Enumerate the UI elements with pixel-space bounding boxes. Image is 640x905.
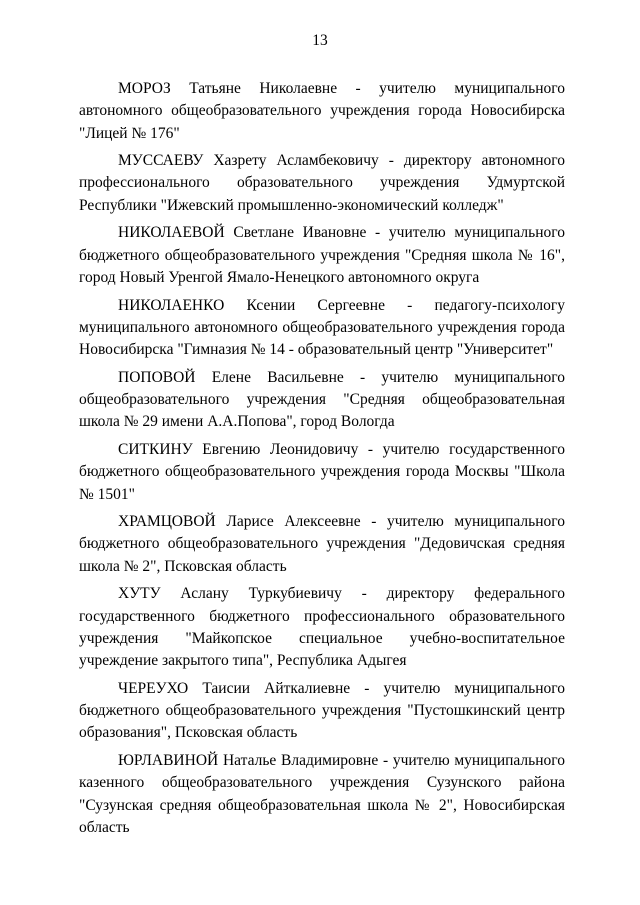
list-item (79, 750, 565, 839)
person-surname: МОРОЗ (118, 80, 171, 97)
person-surname: НИКОЛАЕНКО (118, 296, 225, 314)
person-surname: ЮРЛАВИНОЙ (118, 751, 219, 769)
list-item (79, 78, 565, 145)
person-details: Аслану Туркубиевичу - директору федерального государственного бюджетного профессионального образовательного учреждения "Майкопское специальное учебно-воспитательное учреждение закрытого типа", Республика Адыгея (79, 585, 565, 670)
person-surname: МУССАЕВУ (118, 152, 204, 170)
person-surname: ХУТУ (118, 585, 161, 603)
person-surname: СИТКИНУ (118, 440, 193, 458)
person-details: Таисии Айткалиевне - учителю муниципального бюджетного общеобразовательного учреждения "Пустошкинский центр образования", Псковская область (79, 679, 565, 742)
list-item (79, 367, 565, 434)
person-details: Светлане Ивановне - учителю муниципального бюджетного общеобразовательного учреждения "Средняя школа № 16", город Новый Уренгой Ямало-Ненецкого автономного округа (79, 224, 565, 286)
person-surname: НИКОЛАЕВОЙ (118, 224, 225, 242)
person-details: Ларисе Алексеевне - учителю муниципального бюджетного общеобразовательного учреждения "Дедовичская средняя школа № 2", Псковская область (79, 513, 565, 575)
person-details: Ксении Сергеевне - педагогу-психологу муниципального автономного общеобразовательного учреждения города Новосибирска "Гимназия № 14 - образовательный центр "Университет" (79, 296, 565, 359)
award-list (79, 78, 565, 839)
person-details: Татьяне Николаевне - учителю муниципального автономного общеобразовательного учреждения города Новосибирска "Лицей № 176" (79, 80, 565, 142)
list-item (79, 583, 565, 672)
list-item (79, 511, 565, 578)
page-number: 13 (312, 32, 328, 49)
person-details: Хазрету Асламбековичу - директору автономного профессионального образовательного учреждения Удмуртской Республики "Ижевский промышленно-экономический колледж" (79, 152, 565, 214)
person-details: Елене Васильевне - учителю муниципального общеобразовательного учреждения "Средняя общеобразовательная школа № 29 имени А.А.Попова", город Вологда (79, 368, 565, 431)
list-item (79, 678, 565, 745)
person-surname: ЧЕРЕУХО (118, 679, 189, 697)
list-item (79, 439, 565, 506)
list-item (79, 295, 565, 362)
person-details: Евгению Леонидовичу - учителю государственного бюджетного общеобразовательного учреждения города Москвы "Школа № 1501" (79, 440, 565, 503)
person-details: Наталье Владимировне - учителю муниципального казенного общеобразовательного учреждения Сузунского района "Сузунская средняя общеобразовательная школа № 2", Новосибирская область (79, 751, 565, 836)
list-item (79, 222, 565, 289)
list-item (79, 150, 565, 217)
person-surname: ХРАМЦОВОЙ (118, 513, 216, 531)
person-surname: ПОПОВОЙ (118, 368, 196, 386)
